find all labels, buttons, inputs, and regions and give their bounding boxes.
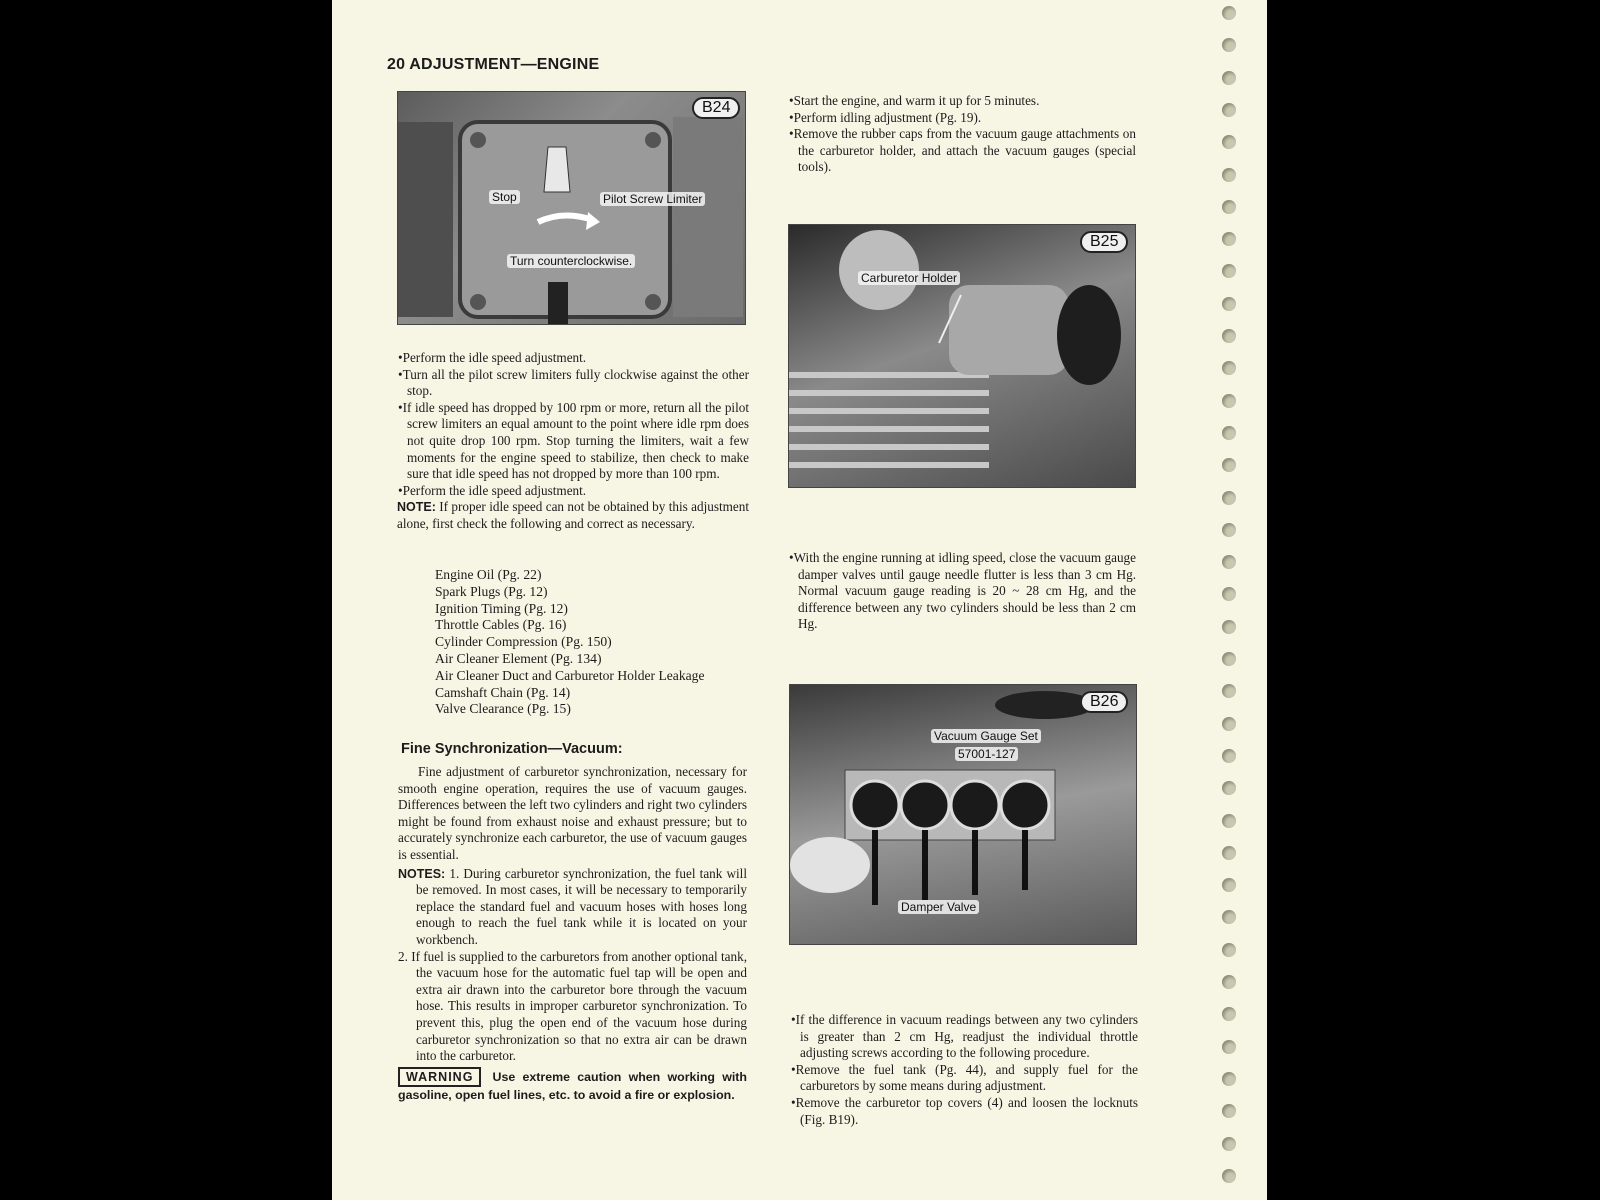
binder-hole <box>1222 1007 1236 1021</box>
check-item: Valve Clearance (Pg. 15) <box>435 701 571 717</box>
binder-hole <box>1222 910 1236 924</box>
warning-text: Use extreme caution when working with gasoline, open fuel lines, etc. to avoid a fire or explosion. <box>398 1069 747 1103</box>
binder-hole <box>1222 555 1236 569</box>
binder-hole <box>1222 943 1236 957</box>
callout-carburetor-holder: Carburetor Holder <box>858 271 960 285</box>
binder-hole <box>1222 878 1236 892</box>
binder-holes <box>1222 6 1246 1196</box>
bullet-item: •Perform idling adjustment (Pg. 19). <box>789 109 982 125</box>
binder-hole <box>1222 684 1236 698</box>
binder-hole <box>1222 1169 1236 1183</box>
binder-hole <box>1222 523 1236 537</box>
binder-hole <box>1222 620 1236 634</box>
note-label: NOTE: <box>397 500 436 515</box>
binder-hole <box>1222 846 1236 860</box>
right-block-1 <box>788 93 1136 176</box>
binder-hole <box>1222 168 1236 182</box>
binder-hole <box>1222 71 1236 85</box>
check-item: Cylinder Compression (Pg. 150) <box>435 634 612 650</box>
bullet-item: •Remove the fuel tank (Pg. 44), and supply fuel for the carburetors by some means during adjustment. <box>791 1061 1138 1094</box>
binder-hole <box>1222 329 1236 343</box>
warning-label: WARNING <box>398 1067 481 1088</box>
binder-hole <box>1222 200 1236 214</box>
callout-part-number: 57001-127 <box>955 747 1018 761</box>
check-item: Engine Oil (Pg. 22) <box>435 567 542 582</box>
note-two: 2. If fuel is supplied to the carburetors from another optional tank, the vacuum hose for the automatic fuel tap will be open and extra air drawn into the carburetor bore through the vacuum hose. This results in improper carburetor synchronization. To prevent this, plug the open end of the vacuum hose during carburetor synchronization so that no extra air can be drawn into the carburetor. <box>398 948 748 1064</box>
binder-hole <box>1222 264 1236 278</box>
bullet-item: •Perform the idle speed adjustment. <box>398 350 587 365</box>
engine-carburetor-illustration <box>789 225 1135 487</box>
check-item: Camshaft Chain (Pg. 14) <box>435 684 571 700</box>
right-block-3 <box>790 1012 1138 1128</box>
warning-paragraph <box>398 1067 747 1104</box>
bullet-item: •With the engine running at idling speed, close the vacuum gauge damper valves until gauge needle flutter is less than 3 cm Hg. Normal vacuum gauge reading is 20 ~ 28 cm Hg, and the difference between any two cylinders should be less than 2 cm Hg. <box>789 550 1136 632</box>
notes-label: NOTES: <box>398 866 446 881</box>
binder-hole <box>1222 1072 1236 1086</box>
binder-hole <box>1222 361 1236 375</box>
bullet-item: •Remove the carburetor top covers (4) and loosen the locknuts (Fig. B19). <box>791 1094 1138 1127</box>
callout-damper-valve: Damper Valve <box>898 900 979 914</box>
figure-label-b25: B25 <box>1080 231 1128 253</box>
bullet-item: •Turn all the pilot screw limiters fully clockwise against the other stop. <box>398 366 749 399</box>
check-item: Air Cleaner Duct and Carburetor Holder Leakage <box>435 667 705 683</box>
binder-hole <box>1222 717 1236 731</box>
page-header: 20 ADJUSTMENT—ENGINE <box>387 56 600 73</box>
note-one: 1. During carburetor synchronization, the fuel tank will be removed. In most cases, it will be necessary to temporarily replace the standard fuel and vacuum hoses with hoses long enough to reach the fuel tank while it is located on your workbench. <box>416 865 747 947</box>
binder-hole <box>1222 814 1236 828</box>
figure-label-b24: B24 <box>692 97 740 119</box>
photo-b25 <box>788 224 1136 488</box>
binder-hole <box>1222 38 1236 52</box>
binder-hole <box>1222 1137 1236 1151</box>
binder-hole <box>1222 394 1236 408</box>
note-text: If proper idle speed can not be obtained by this adjustment alone, first check the following and correct as necessary. <box>397 499 750 531</box>
binder-hole <box>1222 781 1236 795</box>
binder-hole <box>1222 1040 1236 1054</box>
callout-turn-counterclockwise: Turn counterclockwise. <box>507 254 635 268</box>
bullet-item: •If idle speed has dropped by 100 rpm or more, return all the pilot screw limiters an equal amount to the point where idle rpm does not quite drop 100 rpm. Stop turning the limiters, wait a few moments for the engine speed to stabilize, then check to make sure that idle speed has not dropped by more than 100 rpm. <box>398 399 749 482</box>
binder-hole <box>1222 491 1236 505</box>
callout-stop: Stop <box>489 190 520 204</box>
figure-label-b26: B26 <box>1080 691 1128 713</box>
binder-hole <box>1222 749 1236 763</box>
carburetor-top-illustration <box>398 92 745 324</box>
left-bullets <box>397 350 749 533</box>
binder-hole <box>1222 652 1236 666</box>
binder-hole <box>1222 587 1236 601</box>
binder-hole <box>1222 975 1236 989</box>
check-item: Throttle Cables (Pg. 16) <box>435 617 567 633</box>
callout-pilot-screw-limiter: Pilot Screw Limiter <box>600 192 705 206</box>
bullet-item: •Remove the rubber caps from the vacuum gauge attachments on the carburetor holder, and attach the vacuum gauges (special tools). <box>789 126 1136 175</box>
check-list <box>435 567 705 718</box>
note-paragraph <box>397 499 749 532</box>
binder-hole <box>1222 103 1236 117</box>
check-item: Spark Plugs (Pg. 12) <box>435 583 548 599</box>
binder-hole <box>1222 135 1236 149</box>
bullet-item: •Perform the idle speed adjustment. <box>398 482 587 498</box>
binder-hole <box>1222 1104 1236 1118</box>
photo-b24 <box>397 91 746 325</box>
binder-hole <box>1222 426 1236 440</box>
bullet-item: •Start the engine, and warm it up for 5 minutes. <box>789 93 1040 108</box>
binder-hole <box>1222 232 1236 246</box>
check-item: Air Cleaner Element (Pg. 134) <box>435 650 602 666</box>
bullet-item: •If the difference in vacuum readings between any two cylinders is greater than 2 cm Hg, readjust the individual throttle adjusting screws according to the following procedure. <box>791 1012 1138 1061</box>
sync-paragraph: Fine adjustment of carburetor synchronization, necessary for smooth engine operation, requires the use of vacuum gauges. Differences between the left two cylinders and right two cylinders might be found from exhaust noise and exhaust pressure; but to accurately synchronize each carburetor, the use of vacuum gauges is essential. <box>398 764 747 862</box>
check-item: Ignition Timing (Pg. 12) <box>435 600 568 616</box>
binder-hole <box>1222 458 1236 472</box>
notes-paragraph <box>398 866 747 949</box>
sync-section <box>398 764 747 1104</box>
callout-vacuum-gauge-set: Vacuum Gauge Set <box>931 729 1041 743</box>
binder-hole <box>1222 6 1236 20</box>
binder-hole <box>1222 297 1236 311</box>
right-block-2 <box>788 550 1136 633</box>
section-heading: Fine Synchronization—Vacuum: <box>401 741 623 757</box>
